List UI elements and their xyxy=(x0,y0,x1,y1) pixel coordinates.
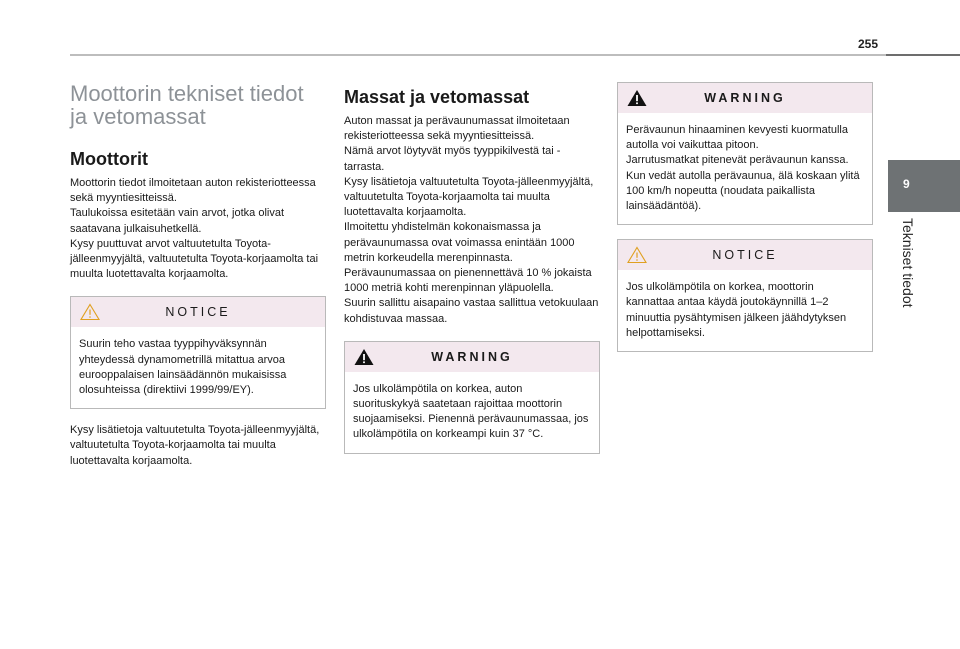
warning-label: WARNING xyxy=(704,91,786,105)
notice-text: Suurin teho vastaa tyyppihyväksynnän yhteydessä dynamometrillä mitattua arvoa eurooppalaisen lainsäädännön mukaisissa olosuhteissa (direktiivi 1999/99/EY). xyxy=(79,338,287,397)
warning-text: Jos ulkolämpötila on korkea, auton suorituskykyä saatetaan rajoittaa moottorin suojaamiseksi. Pienennä perävaunumassaa, jos ulkolämpötila on korkeampi kuin 37 °C. xyxy=(353,382,589,441)
warning-filled-triangle-icon xyxy=(627,89,647,107)
header-rule-accent xyxy=(886,54,960,56)
heading-engines: Moottorit xyxy=(70,149,148,169)
engines-intro-2: Taulukoissa esitetään vain arvot, jotka olivat saatavana julkaisuhetkellä. xyxy=(70,207,285,235)
warning-filled-triangle-icon xyxy=(354,348,374,366)
column-engines xyxy=(70,82,326,469)
warning-label: WARNING xyxy=(431,349,513,364)
notice-header xyxy=(618,240,872,270)
caution-outline-triangle-icon xyxy=(80,303,100,321)
engines-intro-3: Kysy puuttuvat arvot valtuutetulta Toyota-jälleenmyyjältä, valtuutetulta Toyota-korjaamolta tai muulta luotettavalta korjaamolta. xyxy=(70,237,319,281)
heading-masses: Massat ja vetomassat xyxy=(344,87,530,107)
warning-box-masses xyxy=(344,341,600,454)
notice-box-temperature xyxy=(617,239,873,352)
masses-para-4: Ilmoitettu yhdistelmän kokonaismassa ja perävaunumassa ovat voimassa enintään 1000 metrin korkeudella merenpinnasta. Perävaunumassaa on pienennettävä 10 % jokaista 1000 metriä kohti merenpinnan yläpuolella. xyxy=(344,221,592,295)
warning-box-towing xyxy=(617,82,873,225)
engines-intro-1: Moottorin tiedot ilmoitetaan auton rekisteriotteessa sekä myyntiesitteissä. xyxy=(70,177,316,205)
masses-para-5: Suurin sallittu aisapaino vastaa sallittua vetokuulaan kohdistuvaa massaa. xyxy=(344,297,599,325)
notice-label: NOTICE xyxy=(712,248,778,263)
column-towing-notes xyxy=(617,82,873,352)
section-title: Moottorin tekniset tiedot ja vetomassat xyxy=(70,81,304,129)
engines-outro: Kysy lisätietoja valtuutetulta Toyota-jälleenmyyjältä, valtuutetulta Toyota-korjaamolta tai muulta luotettavalta korjaamolta. xyxy=(70,424,320,467)
masses-para-3: Kysy lisätietoja valtuutetulta Toyota-jälleenmyyjältä, valtuutetulta Toyota-korjaamolta tai muulta luotettavalta korjaamolta. xyxy=(344,175,594,219)
chapter-number: 9 xyxy=(903,177,910,191)
notice-text: Jos ulkolämpötila on korkea, moottorin kannattaa antaa käydä joutokäynnillä 1–2 minuuttia pysähtymisen jälkeen jäähdytyksen helpottamiseksi. xyxy=(626,281,847,339)
chapter-tab[interactable] xyxy=(888,160,960,212)
warning-header xyxy=(345,342,599,372)
caution-outline-triangle-icon xyxy=(627,246,647,264)
warning-header xyxy=(618,83,872,113)
warning-text: Perävaunun hinaaminen kevyesti kuormatulla autolla voi vaikuttaa pitoon. Jarrutusmatkat pitenevät perävaunun kanssa. Kun vedät autolla perävaunua, älä koskaan ylitä 100 km/h nopeutta (noudata paikallista lainsäädäntöä). xyxy=(626,124,860,213)
notice-box-engines xyxy=(70,296,326,409)
masses-para-1: Auton massat ja perävaunumassat ilmoitetaan rekisteriotteessa sekä myyntiesitteissä. xyxy=(344,115,570,143)
column-masses xyxy=(344,82,600,454)
chapter-title: Tekniset tiedot xyxy=(900,218,916,308)
page-number: 255 xyxy=(857,37,878,51)
notice-label: NOTICE xyxy=(165,305,231,320)
notice-header xyxy=(71,297,325,327)
masses-para-2: Nämä arvot löytyvät myös tyyppikilvestä tai -tarrasta. xyxy=(344,145,561,173)
header-rule xyxy=(70,54,886,56)
